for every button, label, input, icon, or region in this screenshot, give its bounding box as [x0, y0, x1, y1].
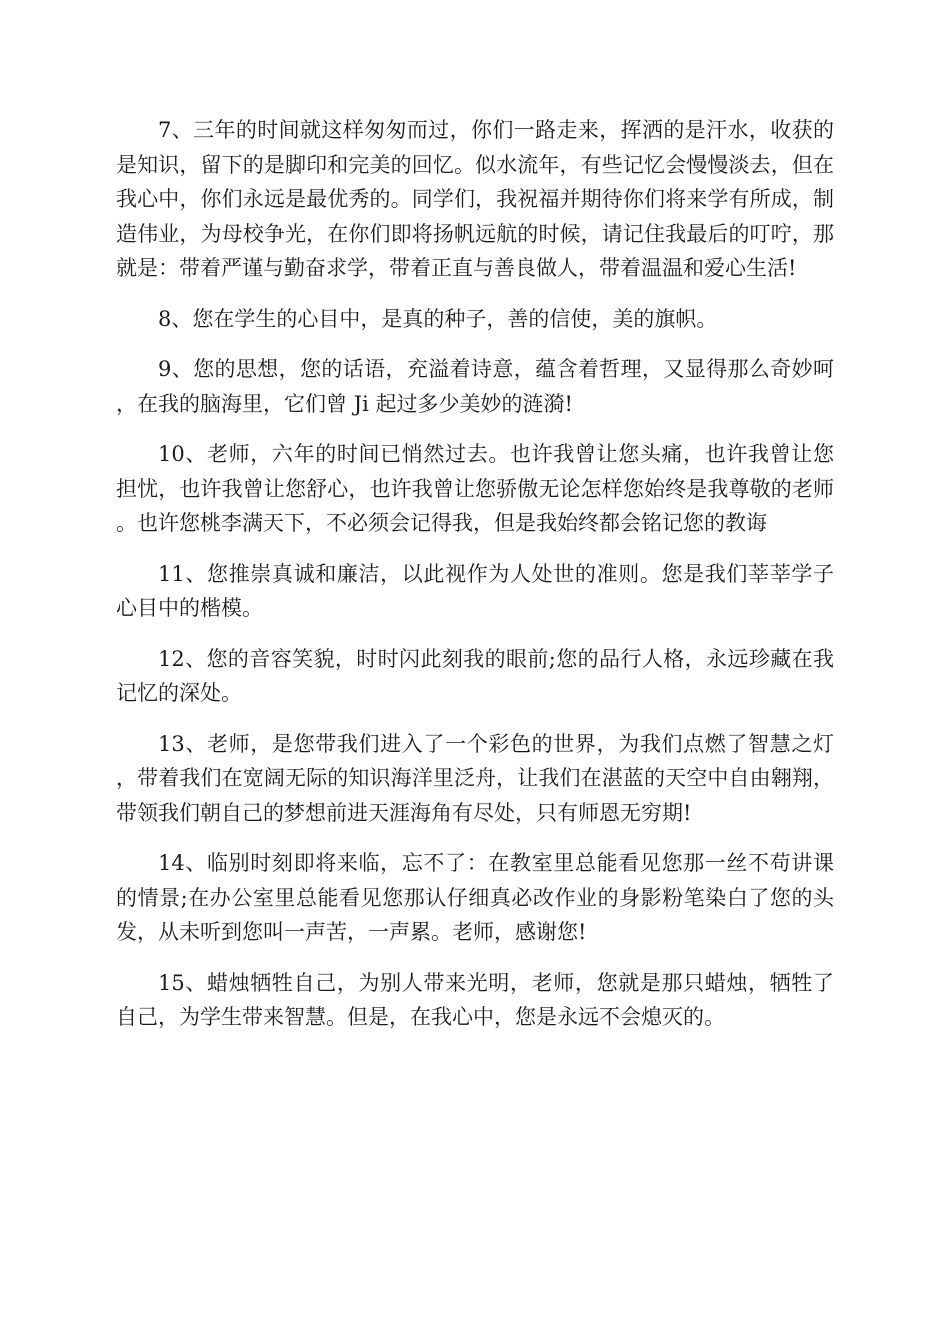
paragraph-10: 10、老师，六年的时间已悄然过去。也许我曾让您头痛，也许我曾让您担忧，也许我曾让您舒心，也许我曾让您骄傲无论怎样您始终是我尊敬的老师。也许您桃李满天下，不必须会记得我，但是我始终都会铭记您的教诲 — [116, 442, 834, 535]
paragraph-7: 7、三年的时间就这样匆匆而过，你们一路走来，挥洒的是汗水，收获的是知识，留下的是脚印和完美的回忆。似水流年，有些记忆会慢慢淡去，但在我心中，你们永远是最优秀的。同学们，我祝福并期待你们将来学有所成，制造伟业，为母校争光，在你们即将扬帆远航的时候，请记住我最后的叮咛，那就是：带着严谨与勤奋求学，带着正直与善良做人，带着温温和爱心生活! — [116, 118, 834, 280]
paragraph-14: 14、临别时刻即将来临，忘不了：在教室里总能看见您那一丝不苟讲课的情景;在办公室里总能看见您那认仔细真必改作业的身影粉笔染白了您的头发，从未听到您叫一声苦，一声累。老师，感谢您! — [116, 851, 834, 944]
document-body — [116, 113, 834, 1051]
paragraph-8: 8、您在学生的心目中，是真的种子，善的信使，美的旗帜。 — [158, 306, 718, 331]
paragraph-13: 13、老师，是您带我们进入了一个彩色的世界，为我们点燃了智慧之灯，带着我们在宽阔无际的知识海洋里泛舟，让我们在湛蓝的天空中自由翱翔，带领我们朝自己的梦想前进天涯海角有尽处，只有师恩无穷期! — [116, 731, 834, 825]
paragraph-15: 15、蜡烛牺牲自己，为别人带来光明，老师，您就是那只蜡烛，牺牲了自己，为学生带来智慧。但是，在我心中，您是永远不会熄灭的。 — [116, 970, 834, 1029]
paragraph-12: 12、您的音容笑貌，时时闪此刻我的眼前;您的品行人格，永远珍藏在我记忆的深处。 — [116, 646, 834, 705]
paragraph-9: 9、您的思想，您的话语，充溢着诗意，蕴含着哲理，又显得那么奇妙呵，在我的脑海里，它们曾 Ji 起过多少美妙的涟漪! — [116, 357, 834, 416]
paragraph-11: 11、您推崇真诚和廉洁，以此视作为人处世的准则。您是我们莘莘学子心目中的楷模。 — [116, 561, 834, 620]
